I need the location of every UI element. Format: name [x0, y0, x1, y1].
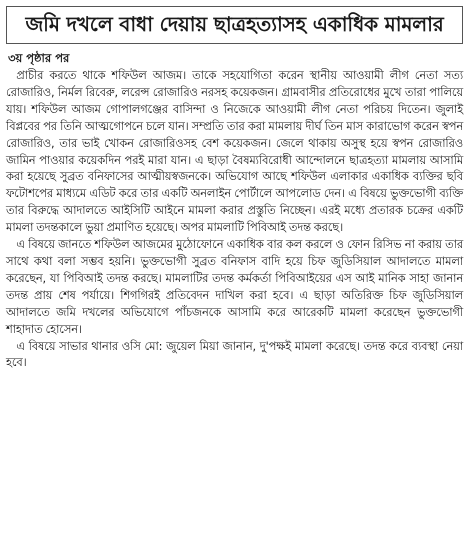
paragraph: এ বিষয়ে সাভার থানার ওসি মো: জুয়েল মিয়া জানান, দু'পক্ষই মামলা করেছে। তদন্ত করে ব্যবস্থা নেয়া হবে। [6, 338, 463, 370]
paragraph: এ বিষয়ে জানতে শফিউল আজমের মুঠোফোনে একাধিক বার কল করলে ও ফোন রিসিভ না করায় তার সাথে কথা বলা সম্ভব হয়নি। ভুক্তভোগী সুব্রত বনিফাস বাদি হয়ে চিফ জুডিসিয়াল আদালতে মামলা করেছেন, যা পিবিআই তদন্ত করছে। মামলাটির তদন্ত কর্মকর্তা পিবিআইয়ের এস আই মানিক সাহা জানান তদন্ত প্রায় শেষ পর্যায়ে। শিগগিরই প্রতিবেদন দাখিল করা হবে। এ ছাড়া অতিরিক্ত চিফ জুডিসিয়াল আদালতে জমি দখলের অভিযোগে পাঁচজনকে আসামি করে আরেকটি মামলা করেছেন ভুক্তভোগী শাহাদাত হোসেন। [6, 237, 463, 336]
continued-from-label: ৩য় পৃষ্ঠার পর [8, 51, 70, 65]
headline: জমি দখলে বাধা দেয়ায় ছাত্রহত্যাসহ একাধিক মামলার [25, 12, 444, 36]
headline-box [6, 6, 463, 44]
article-body [6, 67, 463, 371]
paragraph: প্রাচীর করতে থাকে শফিউল আজম। তাকে সহযোগিতা করেন স্থানীয় আওয়ামী লীগ নেতা সত্য রোজারিও, নির্মল রিবেরু, লরেন্স রোজারিও নরসহ কয়েকজন। গ্রামবাসীর প্রতিরোধের মুখে তারা পালিয়ে যায়। শফিউল আজম গোপালগঞ্জের বাসিন্দা ও নিজেকে আওয়ামী লীগ নেতা পরিচয় দিতেন। জুলাই বিপ্লবের পর তিনি আত্মগোপনে চলে যান। সম্প্রতি তার করা মামলায় দীর্ঘ তিন মাস কারাভোগ করেন স্বপন রোজারিও, তার ভাই খোকন রোজারিওসহ বেশ কয়েকজন। জেলে থাকায় অসুস্থ হয়ে স্বপন রোজারিও জামিন পাওয়ার কয়েকদিন পরই মারা যান। এ ছাড়া বৈষম্যবিরোধী আন্দোলনে ছাত্রহত্যা মামলায় আসামি করা হয়েছে সুব্রত বনিফাসের আত্মীয়স্বজনকে। অভিযোগ আছে শফিউল এলাকার একাধিক ব্যক্তির ছবি ফটোশপের মাধ্যমে এডিট করে তার একটি অনলাইন পোর্টালে আপলোড দেন। এ বিষয়ে ভুক্তভোগী ব্যক্তি তার বিরুদ্ধে আদালতে আইসিটি আইনে মামলা করার প্রস্তুতি নিচ্ছেন। এরই মধ্যে প্রতারক চক্রের একটি মামলা তদন্তকালে ভুয়া প্রমাণিত হয়েছে। অপর মামলাটি পিবিআই তদন্ত করছে। [6, 68, 463, 235]
